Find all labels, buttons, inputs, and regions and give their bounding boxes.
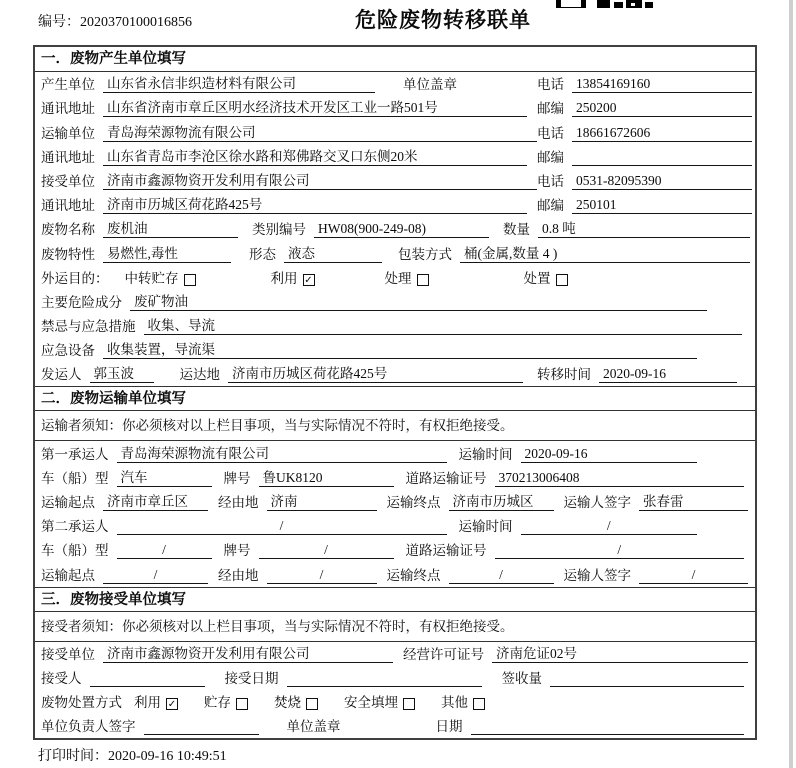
producer-label: 产生单位 [41, 77, 95, 93]
transport-time-label: 运输时间 [458, 519, 513, 535]
transfer-date-value: 2020-09-16 [599, 366, 737, 383]
taboo-measures-value: 收集、导流 [144, 314, 743, 335]
waste-name-label: 废物名称 [41, 222, 95, 238]
emergency-equipment-label: 应急设备 [41, 343, 95, 359]
transporter-address-row [35, 145, 755, 169]
zip-label: 邮编 [537, 101, 564, 117]
manifest-form [33, 45, 757, 740]
disposal-method-label: 废物处置方式 [41, 695, 122, 711]
plate-value: 鲁UK8120 [259, 466, 394, 487]
waste-property-value: 易燃性,毒性 [103, 242, 231, 263]
producer-phone: 13854169160 [572, 76, 752, 93]
qr-finder-block [556, 0, 586, 8]
checkbox-dispose [556, 274, 568, 286]
carrier-sign-value-2: / [639, 567, 748, 584]
receiver-value: 济南市鑫源物资开发利用有限公司 [103, 169, 537, 190]
transporter-row [35, 120, 755, 144]
receiver-notice: 接受者须知：你必须核对以上栏目事项，当与实际情况不符时，有权拒绝接受。 [35, 612, 755, 642]
second-carrier-value: / [117, 518, 447, 535]
packing-label: 包装方式 [398, 246, 452, 262]
quantity-label: 数量 [503, 222, 530, 238]
producer-row [35, 72, 755, 96]
print-time-label: 打印时间： [38, 749, 108, 764]
checkbox-treat [417, 274, 429, 286]
road-permit-label: 道路运输证号 [405, 470, 487, 486]
via-label: 经由地 [218, 567, 259, 583]
receipt-qty-value [550, 671, 744, 687]
vehicle-type-value-2: / [117, 542, 212, 559]
purpose-option-treat: 处理 [385, 267, 429, 287]
print-time-value: 2020-09-16 10:49:51 [108, 749, 227, 764]
endpoint-label: 运输终点 [386, 495, 441, 510]
hazard-component-label: 主要危险成分 [41, 294, 122, 310]
license-label: 经营许可证号 [403, 646, 484, 662]
form-label: 形态 [249, 246, 276, 262]
accept-unit-row [35, 642, 755, 666]
receiver-row [35, 169, 755, 193]
category-code-value: HW08(900-249-08) [314, 221, 489, 238]
date-value [471, 719, 745, 735]
accept-unit-label: 接受单位 [41, 646, 95, 662]
route-row-2 [35, 562, 755, 586]
consignor-row [35, 362, 755, 386]
transporter-zip [572, 150, 752, 166]
road-permit-value: 370213006408 [495, 470, 745, 487]
section1-heading: 一．废物产生单位填写 [35, 47, 755, 72]
checkbox-disposal-incinerate [306, 698, 318, 710]
receiver-address: 济南市历城区荷花路425号 [103, 193, 527, 214]
transporter-address: 山东省青岛市李沧区徐水路和郑佛路交叉口东侧20米 [103, 145, 527, 166]
road-permit-value-2: / [495, 542, 745, 559]
checkbox-transfer-storage [184, 274, 196, 286]
purpose-label: 外运目的： [41, 270, 109, 286]
destination-label: 运达地 [179, 367, 220, 383]
endpoint-label: 运输终点 [386, 567, 441, 583]
phone-label: 电话 [537, 125, 564, 141]
endpoint-value-2: / [449, 567, 554, 584]
purpose-option-dispose: 处置 [524, 267, 568, 287]
transfer-date-label: 转移时间 [537, 367, 591, 383]
accept-date-label: 接受日期 [224, 670, 279, 686]
purpose-option-utilize: 利用 ✓ [270, 270, 313, 286]
carrier-sign-value: 张春雷 [639, 490, 748, 511]
zip-label: 邮编 [537, 149, 564, 165]
zip-label: 邮编 [537, 198, 564, 214]
origin-value: 济南市章丘区 [103, 490, 208, 511]
first-carrier-label: 第一承运人 [41, 446, 109, 462]
license-value: 济南危证02号 [492, 642, 748, 663]
emergency-equipment-row [35, 338, 755, 362]
transport-time-value-2: / [521, 518, 698, 535]
route-row-1 [35, 490, 755, 514]
vehicle-row-1 [35, 466, 755, 490]
second-carrier-row [35, 514, 755, 538]
head-signature-row [35, 714, 755, 738]
disposal-option-landfill: 安全填埋 [344, 691, 415, 711]
second-carrier-label: 第二承运人 [41, 519, 109, 535]
disposal-method-row [35, 690, 755, 714]
quantity-value: 0.8 吨 [538, 217, 750, 238]
accept-unit-value: 济南市鑫源物资开发利用有限公司 [103, 642, 393, 663]
receiver-label: 接受单位 [41, 173, 95, 189]
checkbox-disposal-utilize: ✓ [167, 699, 177, 711]
disposal-option-store: 贮存 [204, 691, 248, 711]
address-label: 通讯地址 [41, 101, 95, 117]
acceptor-label: 接受人 [41, 670, 82, 686]
waste-property-row [35, 241, 755, 265]
plate-value-2: / [259, 542, 394, 559]
plate-label: 牌号 [223, 543, 251, 559]
first-carrier-value: 青岛海荣源物流有限公司 [117, 442, 447, 463]
serial-label: 编号： [38, 15, 80, 30]
transport-time-label: 运输时间 [458, 446, 513, 462]
receipt-qty-label: 签收量 [501, 670, 542, 686]
address-label: 通讯地址 [41, 198, 95, 214]
print-time [38, 745, 227, 765]
via-value-2: / [267, 567, 377, 584]
hazard-component-value: 废矿物油 [130, 290, 707, 311]
checkbox-disposal-other [473, 698, 485, 710]
waste-name-row [35, 217, 755, 241]
via-value: 济南 [267, 490, 377, 511]
checkbox-disposal-store [236, 698, 248, 710]
transporter-phone: 18661672606 [572, 125, 752, 142]
origin-value-2: / [103, 567, 208, 584]
waste-name-value: 废机油 [103, 217, 238, 238]
origin-label: 运输起点 [41, 567, 95, 583]
vehicle-type-label: 车（船）型 [41, 470, 109, 486]
head-signature-value [144, 719, 259, 735]
head-signature-label: 单位负责人签字 [41, 719, 136, 735]
producer-value: 山东省永信非织造材料有限公司 [103, 72, 375, 93]
acceptor-value [90, 671, 205, 687]
section2-heading: 二．废物运输单位填写 [35, 386, 755, 411]
form-value: 液态 [284, 242, 382, 263]
carrier-sign-label: 运输人签字 [563, 495, 631, 510]
purpose-row [35, 266, 755, 290]
transport-time-value: 2020-09-16 [521, 446, 698, 463]
transporter-label: 运输单位 [41, 125, 95, 141]
checkbox-disposal-landfill [403, 698, 415, 710]
taboo-measures-label: 禁忌与应急措施 [41, 319, 136, 335]
producer-zip: 250200 [572, 100, 752, 117]
taboo-measures-row [35, 314, 755, 338]
unit-seal-label: 单位盖章 [286, 719, 341, 735]
vehicle-row-2 [35, 538, 755, 562]
scrollbar[interactable] [789, 0, 793, 768]
page-title: 危险废物转移联单 [355, 8, 531, 32]
acceptor-row [35, 666, 755, 690]
consignor-value: 郭玉波 [90, 362, 154, 383]
receiver-phone: 0531-82095390 [572, 173, 752, 190]
transporter-value: 青岛海荣源物流有限公司 [103, 121, 537, 142]
emergency-equipment-value: 收集装置，导流渠 [103, 338, 697, 359]
vehicle-type-value: 汽车 [117, 466, 212, 487]
receiver-zip: 250101 [572, 197, 752, 214]
origin-label: 运输起点 [41, 495, 95, 510]
disposal-option-other: 其他 [441, 691, 485, 711]
hazard-component-row [35, 290, 755, 314]
first-carrier-row [35, 441, 755, 465]
section3-heading: 三．废物接受单位填写 [35, 587, 755, 612]
phone-label: 电话 [537, 173, 564, 189]
packing-value: 桶(金属,数量 4 ) [460, 242, 750, 263]
road-permit-label: 道路运输证号 [405, 543, 487, 559]
waste-property-label: 废物特性 [41, 246, 95, 262]
receiver-address-row [35, 193, 755, 217]
qr-code-fragment [553, 0, 653, 8]
plate-label: 牌号 [223, 470, 251, 486]
category-code-label: 类别编号 [252, 222, 306, 238]
phone-label: 电话 [537, 77, 564, 93]
consignor-label: 发运人 [41, 367, 82, 383]
serial-number: 2020370100016856 [80, 15, 192, 30]
destination-value: 济南市历城区荷花路425号 [228, 362, 523, 383]
unit-seal-label: 单位盖章 [403, 77, 457, 93]
via-label: 经由地 [218, 495, 259, 510]
address-label: 通讯地址 [41, 149, 95, 165]
vehicle-type-label: 车（船）型 [41, 543, 109, 559]
transporter-notice: 运输者须知：你必须核对以上栏目事项，当与实际情况不符时，有权拒绝接受。 [35, 411, 755, 441]
purpose-option-transfer-storage: 中转贮存 [125, 267, 196, 287]
producer-address-row [35, 96, 755, 120]
accept-date-value [287, 671, 482, 687]
checkbox-utilize: ✓ [304, 274, 313, 286]
disposal-option-utilize: 利用 ✓ [134, 695, 177, 711]
disposal-option-incinerate: 焚烧 [274, 691, 318, 711]
endpoint-value: 济南市历城区 [449, 490, 554, 511]
date-label: 日期 [435, 719, 463, 735]
producer-address: 山东省济南市章丘区明水经济技术开发区工业一路501号 [103, 96, 527, 117]
carrier-sign-label: 运输人签字 [563, 567, 631, 583]
